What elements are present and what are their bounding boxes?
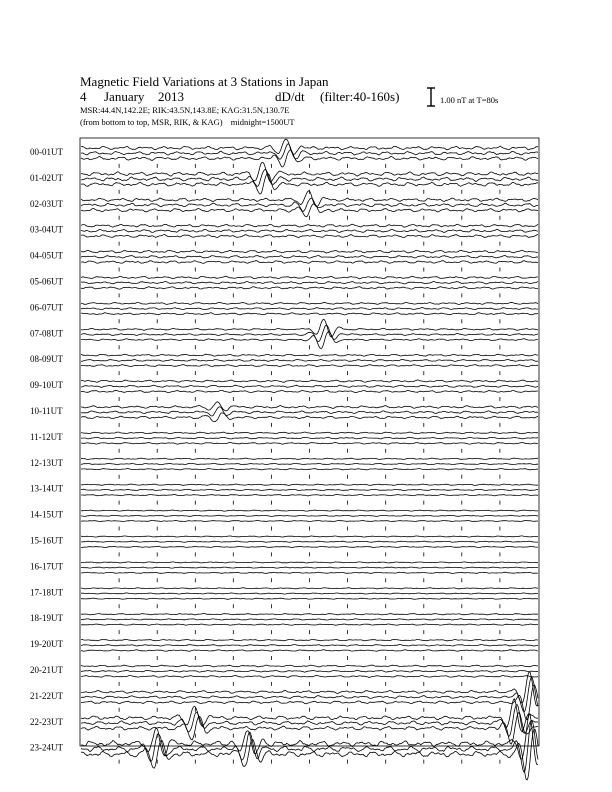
trace-RIK-14-15UT xyxy=(81,515,538,516)
trace-MSR-22-23UT xyxy=(81,712,538,744)
trace-MSR-09-10UT xyxy=(81,390,538,392)
trace-KAG-15-16UT xyxy=(81,536,538,537)
trace-KAG-08-09UT xyxy=(81,354,538,356)
trace-MSR-08-09UT xyxy=(81,365,538,367)
trace-KAG-05-06UT xyxy=(81,276,538,279)
date-line xyxy=(80,89,399,104)
hour-label-06-07UT: 06-07UT xyxy=(30,302,63,313)
chart-title: Magnetic Field Variations at 3 Stations in Japan xyxy=(80,74,329,89)
trace-RIK-06-07UT xyxy=(81,308,538,310)
trace-KAG-13-14UT xyxy=(81,484,538,485)
trace-RIK-04-05UT xyxy=(81,256,538,259)
trace-RIK-05-06UT xyxy=(81,281,538,284)
stations-order-note: (from bottom to top, MSR, RIK, & KAG) xyxy=(80,117,223,127)
hour-label-10-11UT: 10-11UT xyxy=(30,406,63,416)
hour-label-21-22UT: 21-22UT xyxy=(30,690,63,701)
trace-KAG-04-05UT xyxy=(81,250,538,253)
trace-RIK-20-21UT xyxy=(81,670,538,672)
trace-RIK-11-12UT xyxy=(81,437,538,439)
trace-KAG-11-12UT xyxy=(81,432,538,434)
trace-MSR-06-07UT xyxy=(81,313,538,315)
trace-MSR-05-06UT xyxy=(81,287,538,290)
scale-label: 1.00 nT at T=80s xyxy=(440,95,499,105)
hour-label-09-10UT: 09-10UT xyxy=(30,380,63,391)
hour-label-00-01UT: 00-01UT xyxy=(30,147,63,157)
stations-order-line xyxy=(80,117,295,127)
trace-MSR-03-04UT xyxy=(81,235,538,238)
hour-label-23-24UT: 23-24UT xyxy=(30,742,63,753)
trace-MSR-19-20UT xyxy=(81,650,538,652)
trace-MSR-18-19UT xyxy=(81,624,538,625)
stations-coordinates: MSR:44.4N,142.2E; RIK:43.5N,143.8E; KAG:31.5N,130.7E xyxy=(80,105,290,115)
scale-bar xyxy=(427,88,498,106)
trace-KAG-20-21UT xyxy=(81,665,538,667)
trace-RIK-15-16UT xyxy=(81,541,538,542)
trace-MSR-14-15UT xyxy=(81,520,538,521)
hour-label-16-17UT: 16-17UT xyxy=(30,561,63,572)
hour-label-04-05UT: 04-05UT xyxy=(30,250,63,261)
trace-MSR-16-17UT xyxy=(81,572,538,573)
trace-RIK-08-09UT xyxy=(81,360,538,362)
trace-KAG-19-20UT xyxy=(81,639,538,640)
hour-labels xyxy=(30,147,63,753)
date-year: 2013 xyxy=(158,89,184,104)
hour-label-07-08UT: 07-08UT xyxy=(30,328,63,339)
hour-label-03-04UT: 03-04UT xyxy=(30,224,63,235)
trace-RIK-19-20UT xyxy=(81,645,538,647)
trace-KAG-17-18UT xyxy=(81,588,538,589)
trace-KAG-12-13UT xyxy=(81,458,538,459)
midnight-note: midnight=1500UT xyxy=(230,117,295,127)
hour-label-17-18UT: 17-18UT xyxy=(30,587,63,598)
trace-MSR-12-13UT xyxy=(81,469,538,470)
trace-KAG-18-19UT xyxy=(81,614,538,615)
hour-label-12-13UT: 12-13UT xyxy=(30,457,63,468)
date-month: January xyxy=(104,89,145,104)
hour-label-22-23UT: 22-23UT xyxy=(30,716,63,727)
trace-KAG-03-04UT xyxy=(81,224,538,227)
trace-MSR-13-14UT xyxy=(81,494,538,495)
hour-label-08-09UT: 08-09UT xyxy=(30,354,63,365)
trace-RIK-12-13UT xyxy=(81,463,538,464)
trace-MSR-11-12UT xyxy=(81,443,538,445)
trace-KAG-06-07UT xyxy=(81,302,538,304)
hour-label-01-02UT: 01-02UT xyxy=(30,172,63,183)
hour-label-11-12UT: 11-12UT xyxy=(30,431,63,442)
quantity-label: dD/dt xyxy=(275,89,305,104)
hour-label-15-16UT: 15-16UT xyxy=(30,535,63,546)
trace-KAG-14-15UT xyxy=(81,510,538,511)
hour-label-13-14UT: 13-14UT xyxy=(30,483,63,494)
trace-MSR-17-18UT xyxy=(81,598,538,599)
hour-label-05-06UT: 05-06UT xyxy=(30,276,63,287)
hour-label-20-21UT: 20-21UT xyxy=(30,665,63,675)
trace-MSR-15-16UT xyxy=(81,546,538,547)
trace-MSR-21-22UT xyxy=(81,685,538,720)
filter-label: (filter:40-160s) xyxy=(320,89,400,104)
hour-label-14-15UT: 14-15UT xyxy=(30,509,63,520)
hour-label-18-19UT: 18-19UT xyxy=(30,613,63,624)
trace-RIK-18-19UT xyxy=(81,619,538,620)
hour-label-19-20UT: 19-20UT xyxy=(30,639,63,650)
trace-RIK-09-10UT xyxy=(81,385,538,387)
trace-KAG-16-17UT xyxy=(81,562,538,563)
hour-label-02-03UT: 02-03UT xyxy=(30,198,63,209)
trace-RIK-03-04UT xyxy=(81,229,538,232)
trace-RIK-16-17UT xyxy=(81,567,538,568)
trace-KAG-10-11UT xyxy=(81,402,538,411)
trace-MSR-20-21UT xyxy=(81,675,538,677)
trace-RIK-17-18UT xyxy=(81,593,538,594)
trace-MSR-02-03UT xyxy=(81,204,538,217)
trace-MSR-04-05UT xyxy=(81,261,538,264)
trace-MSR-10-11UT xyxy=(81,413,538,422)
date-day: 4 xyxy=(80,89,87,104)
trace-RIK-13-14UT xyxy=(81,489,538,490)
trace-KAG-09-10UT xyxy=(81,380,538,382)
trace-RIK-01-02UT xyxy=(81,170,538,187)
